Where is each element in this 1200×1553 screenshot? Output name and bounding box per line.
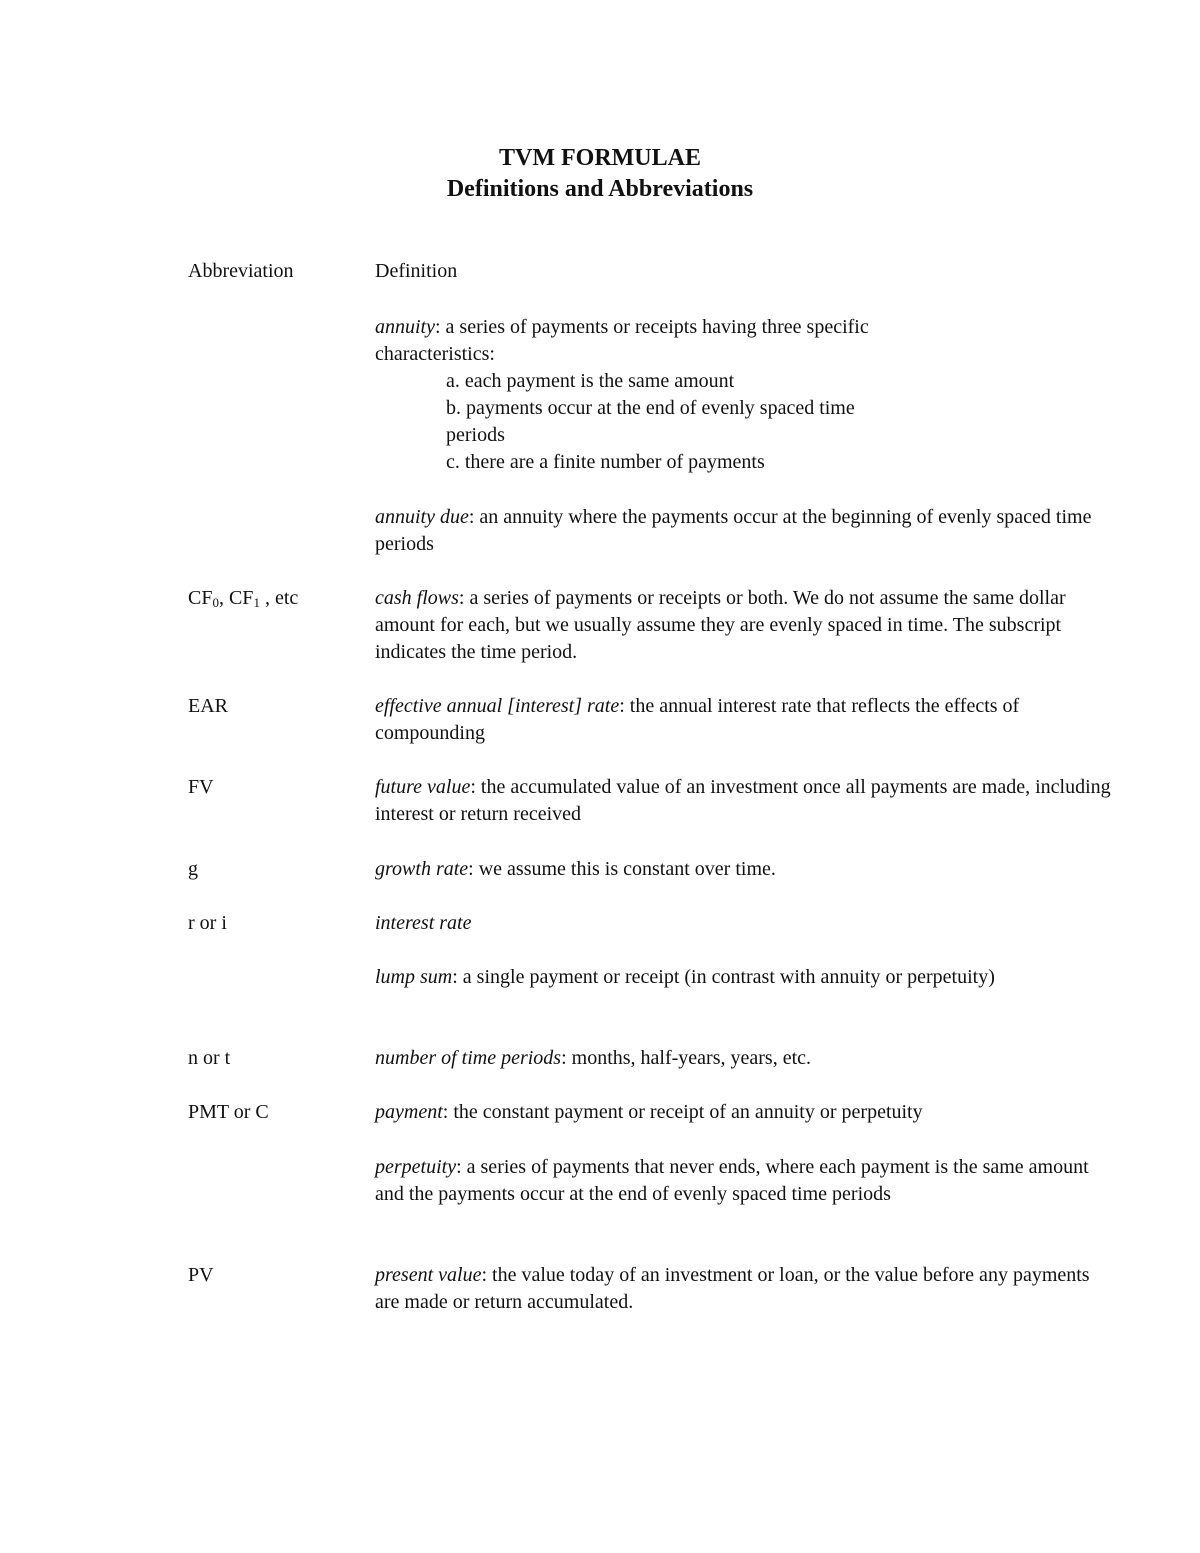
definition-text: : a series of payments or receipts or both. We do not assume the same dollar amount for each, but we usually assume they are evenly spaced in time. The subscript indicates the time period.	[375, 587, 1066, 663]
term-ear: effective annual [interest] rate	[375, 695, 620, 717]
definition-text: : we assume this is constant over time.	[468, 858, 776, 880]
definition-text: : months, half-years, years, etc.	[561, 1047, 812, 1069]
list-item: a. each payment is the same amount	[446, 370, 735, 392]
term-pv: present value	[375, 1264, 482, 1286]
annuity-characteristics-list	[446, 368, 975, 476]
page-title: TVM FORMULAE	[499, 145, 701, 171]
term-fv: future value	[375, 776, 471, 798]
abbr-part: CF	[188, 587, 213, 609]
abbreviation-cash-flows	[188, 585, 358, 612]
abbreviation-pmt: PMT or C	[188, 1101, 269, 1123]
definition-text: : the accumulated value of an investment once all payments are made, including interest or return received	[375, 776, 1111, 825]
term-cash-flows: cash flows	[375, 587, 459, 609]
definition-lump-sum	[375, 964, 1035, 991]
abbreviation-fv: FV	[188, 776, 214, 798]
definition-text: : a series of payments that never ends, where each payment is the same amount and the payments occur at the end of evenly spaced time periods	[375, 1156, 1089, 1205]
definition-pmt	[375, 1099, 1115, 1126]
definition-text: : the annual interest rate that reflects the effects of compounding	[375, 695, 1020, 744]
term-annuity-due: annuity due	[375, 506, 469, 528]
definition-cash-flows	[375, 585, 1095, 666]
term-g: growth rate	[375, 858, 469, 880]
abbr-part: , etc	[259, 587, 299, 609]
page-subtitle: Definitions and Abbreviations	[446, 176, 754, 202]
abbr-subscript: 0	[212, 595, 219, 610]
term-n: number of time periods	[375, 1047, 562, 1069]
definition-text: : the constant payment or receipt of an annuity or perpetuity	[442, 1101, 923, 1123]
term-pmt: payment	[375, 1101, 443, 1123]
term-perpetuity: perpetuity	[375, 1156, 457, 1178]
definition-text: : a single payment or receipt (in contrast with annuity or perpetuity)	[452, 966, 995, 988]
definition-annuity	[375, 314, 975, 476]
list-item: c. there are a finite number of payments	[446, 451, 765, 473]
definition-g	[375, 856, 1115, 883]
abbreviation-pv: PV	[188, 1264, 214, 1286]
abbr-subscript: 1	[253, 595, 260, 610]
abbreviation-r: r or i	[188, 912, 227, 934]
abbreviation-g: g	[188, 858, 198, 880]
definition-column-header: Definition	[375, 260, 458, 282]
definition-fv	[375, 774, 1115, 828]
definition-ear	[375, 693, 1075, 747]
abbreviation-column-header: Abbreviation	[188, 260, 294, 282]
definition-text: : an annuity where the payments occur at the beginning of evenly spaced time periods	[375, 506, 1092, 555]
definition-pv	[375, 1262, 1100, 1316]
abbr-part: , CF	[218, 587, 254, 609]
term-annuity: annuity	[375, 316, 435, 338]
definition-r	[375, 910, 1115, 937]
definition-n	[375, 1045, 1115, 1072]
definition-annuity-due	[375, 504, 1115, 558]
definition-text: : a series of payments or receipts having three specific characteristics:	[375, 316, 869, 365]
term-lump-sum: lump sum	[375, 966, 453, 988]
abbreviation-ear: EAR	[188, 695, 228, 717]
term-r: interest rate	[375, 912, 472, 934]
definition-text: : the value today of an investment or loan, or the value before any payments are made or return accumulated.	[375, 1264, 1090, 1313]
definition-perpetuity	[375, 1154, 1110, 1208]
list-item: b. payments occur at the end of evenly spaced time	[446, 397, 855, 419]
list-item: periods	[446, 424, 505, 446]
abbreviation-n: n or t	[188, 1047, 231, 1069]
